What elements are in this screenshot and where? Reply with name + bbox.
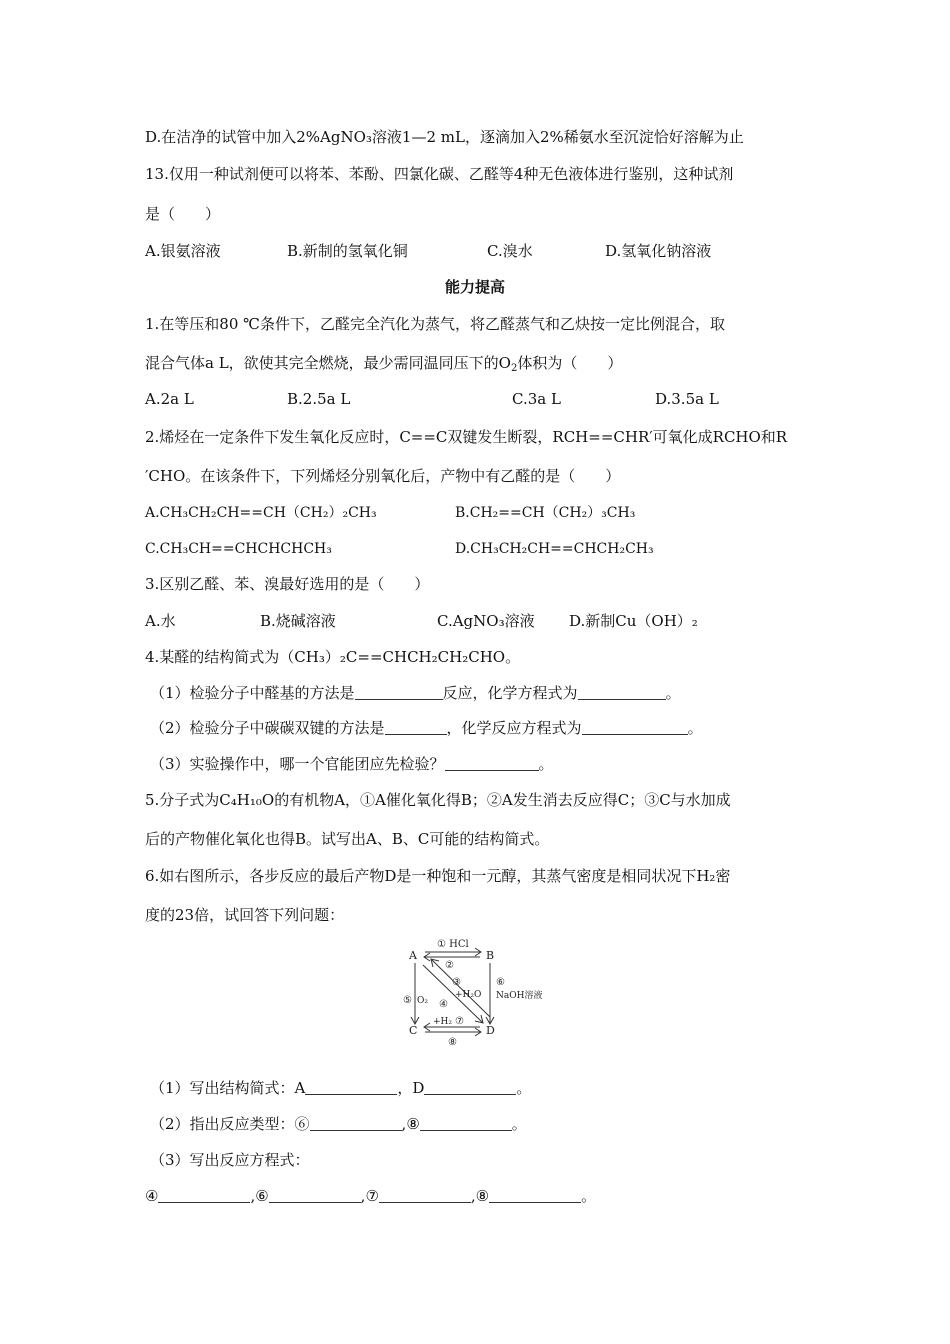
answer-blank[interactable] [355,685,443,700]
p1-stem-line1: 1.在等压和80 ℃条件下，乙醛完全汽化为蒸气，将乙醛蒸气和乙炔按一定比例混合，取 [145,315,725,333]
answer-blank[interactable] [310,1116,402,1131]
q13-stem-line2: 是（ ） [145,205,221,223]
answer-blank[interactable] [445,756,539,771]
p6-equations: ④ ,⑥ ,⑦ ,⑧ 。 [145,1187,597,1205]
p1-stem-line2: 混合气体a L，欲使其完全燃烧，最少需同温同压下的$O_2$体积为（ ） [145,354,623,374]
label-r1: ① HCl [437,939,469,950]
p4-sub1: （1）检验分子中醛基的方法是 反应，化学方程式为 。 [150,684,681,702]
p1-option-d: D.3.5a L [655,390,719,408]
p3-option-b: B.烧碱溶液 [260,612,336,630]
p1-option-a: A.2a L [145,390,194,408]
reaction-diagram [395,935,565,1050]
p4-sub2: （2）检验分子中碳碳双键的方法是 ，化学反应方程式为 。 [150,719,703,737]
p6-stem-line2: 度的23倍，试回答下列问题： [145,906,345,924]
p6-sub2: （2）指出反应类型：⑥ ,⑧ 。 [150,1115,527,1133]
p6-sub1: （1）写出结构简式：A ，D 。 [150,1079,532,1097]
label-naoh: NaOH溶液 [496,991,543,1001]
q13-option-b: B.新制的氢氧化铜 [287,242,408,260]
node-b: B [486,949,495,962]
q13-stem-line1: 13.仅用一种试剂便可以将苯、苯酚、四氯化碳、乙醛等4种无色液体进行鉴别，这种试剂 [145,165,734,183]
answer-blank[interactable] [420,1116,512,1131]
p6-stem-line1: 6.如右图所示，各步反应的最后产物D是一种饱和一元醇，其蒸气密度是相同状况下H₂密 [145,867,731,885]
node-c: C [409,1024,418,1037]
label-r6: ⑥ [496,977,505,988]
p2-option-a: A.CH₃CH₂CH==CH（CH₂）₂CH₃ [145,505,377,521]
p6-sub3: （3）写出反应方程式： [150,1151,310,1169]
answer-blank[interactable] [424,1080,516,1095]
label-r7: ⑦ [455,1016,464,1027]
label-r2: ② [445,960,454,971]
label-h2: +H₂ [433,1017,452,1027]
p2-option-c: C.CH₃CH==CHCHCHCH₃ [145,541,332,557]
node-d: D [486,1024,495,1037]
q12-option-d: D.在洁净的试管中加入2%AgNO₃溶液1—2 mL，逐滴加入2%稀氨水至沉淀恰好溶解为止 [145,128,744,146]
p3-stem: 3.区别乙醛、苯、溴最好选用的是（ ） [145,575,430,593]
p1-option-b: B.2.5a L [287,390,351,408]
node-a: A [409,949,417,962]
p3-option-a: A.水 [145,612,176,630]
answer-blank[interactable] [582,720,688,735]
section-title: 能力提高 [444,278,505,296]
p2-stem-line1: 2.烯烃在一定条件下发生氧化反应时，C==C双键发生断裂，RCH==CHR′可氧化成RCHO和R [145,428,788,446]
p5-stem-line1: 5.分子式为C₄H₁₀O的有机物A，①A催化氧化得B；②A发生消去反应得C；③C与水加成 [145,791,731,809]
label-r5: ⑤ [403,995,412,1006]
q13-option-a: A.银氨溶液 [145,242,221,260]
q13-option-c: C.溴水 [487,242,533,260]
answer-blank[interactable] [489,1188,581,1203]
label-r3: ③ [452,977,461,988]
answer-blank[interactable] [158,1188,250,1203]
q13-option-d: D.氢氧化钠溶液 [605,242,712,260]
p2-option-b: B.CH₂==CH（CH₂）₃CH₃ [455,505,636,521]
p1-option-c: C.3a L [512,390,561,408]
answer-blank[interactable] [305,1080,397,1095]
answer-blank[interactable] [385,720,447,735]
answer-blank[interactable] [269,1188,361,1203]
p2-stem-line2: ′CHO。在该条件下，下列烯烃分别氧化后，产物中有乙醛的是（ ） [145,467,621,485]
answer-blank[interactable] [578,685,666,700]
label-r8: ⑧ [448,1037,457,1048]
p5-stem-line2: 后的产物催化氧化也得B。试写出A、B、C可能的结构简式。 [145,830,550,848]
p3-option-d: D.新制Cu（OH）₂ [569,612,698,630]
label-r4: ④ [439,999,448,1010]
p4-stem: 4.某醛的结构简式为（CH₃）₂C==CHCH₂CH₂CHO。 [145,648,521,666]
p3-option-c: C.AgNO₃溶液 [437,612,535,630]
label-h2o: +H₂O [455,990,482,1000]
label-o2: O₂ [417,996,428,1006]
p2-option-d: D.CH₃CH₂CH==CHCH₂CH₃ [455,541,654,557]
answer-blank[interactable] [379,1188,471,1203]
p4-sub3: （3）实验操作中，哪一个官能团应先检验？ 。 [150,755,554,773]
